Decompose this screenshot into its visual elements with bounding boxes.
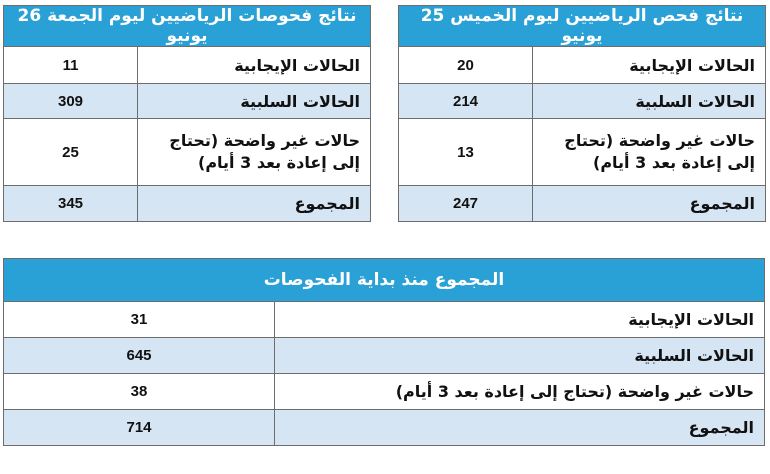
table-row [4, 374, 765, 410]
total-value: 345 [4, 186, 138, 222]
total-value: 714 [4, 410, 275, 446]
thursday-table-title: نتائج فحص الرياضيين ليوم الخميس 25 يونيو [399, 6, 766, 47]
table-row [399, 186, 766, 222]
negative-cases-value: 309 [4, 84, 138, 119]
table-row [4, 410, 765, 446]
friday-results-table [3, 5, 371, 222]
table-row [4, 119, 371, 186]
unclear-cases-label: حالات غير واضحة (تحتاج إلى إعادة بعد 3 أيام) [533, 119, 766, 186]
negative-cases-value: 214 [399, 84, 533, 119]
positive-cases-value: 20 [399, 47, 533, 84]
table-row [4, 338, 765, 374]
unclear-cases-label: حالات غير واضحة (تحتاج إلى إعادة بعد 3 أيام) [275, 374, 765, 410]
positive-cases-value: 31 [4, 302, 275, 338]
thursday-results-table [398, 5, 766, 222]
negative-cases-value: 645 [4, 338, 275, 374]
total-label: المجموع [138, 186, 371, 222]
unclear-cases-label: حالات غير واضحة (تحتاج إلى إعادة بعد 3 أيام) [138, 119, 371, 186]
table-row [4, 84, 371, 119]
unclear-cases-value: 38 [4, 374, 275, 410]
table-row [4, 302, 765, 338]
total-label: المجموع [533, 186, 766, 222]
negative-cases-label: الحالات السلبية [138, 84, 371, 119]
negative-cases-label: الحالات السلبية [275, 338, 765, 374]
negative-cases-label: الحالات السلبية [533, 84, 766, 119]
cumulative-table-title: المجموع منذ بداية الفحوصات [4, 259, 765, 302]
unclear-cases-value: 13 [399, 119, 533, 186]
table-row [4, 47, 371, 84]
table-row [4, 186, 371, 222]
positive-cases-label: الحالات الإيجابية [138, 47, 371, 84]
table-row [399, 119, 766, 186]
positive-cases-label: الحالات الإيجابية [533, 47, 766, 84]
table-row [399, 84, 766, 119]
positive-cases-label: الحالات الإيجابية [275, 302, 765, 338]
total-label: المجموع [275, 410, 765, 446]
table-row [399, 47, 766, 84]
cumulative-results-table [3, 258, 765, 446]
unclear-cases-value: 25 [4, 119, 138, 186]
positive-cases-value: 11 [4, 47, 138, 84]
friday-table-title: نتائج فحوصات الرياضيين ليوم الجمعة 26 يونيو [4, 6, 371, 47]
total-value: 247 [399, 186, 533, 222]
